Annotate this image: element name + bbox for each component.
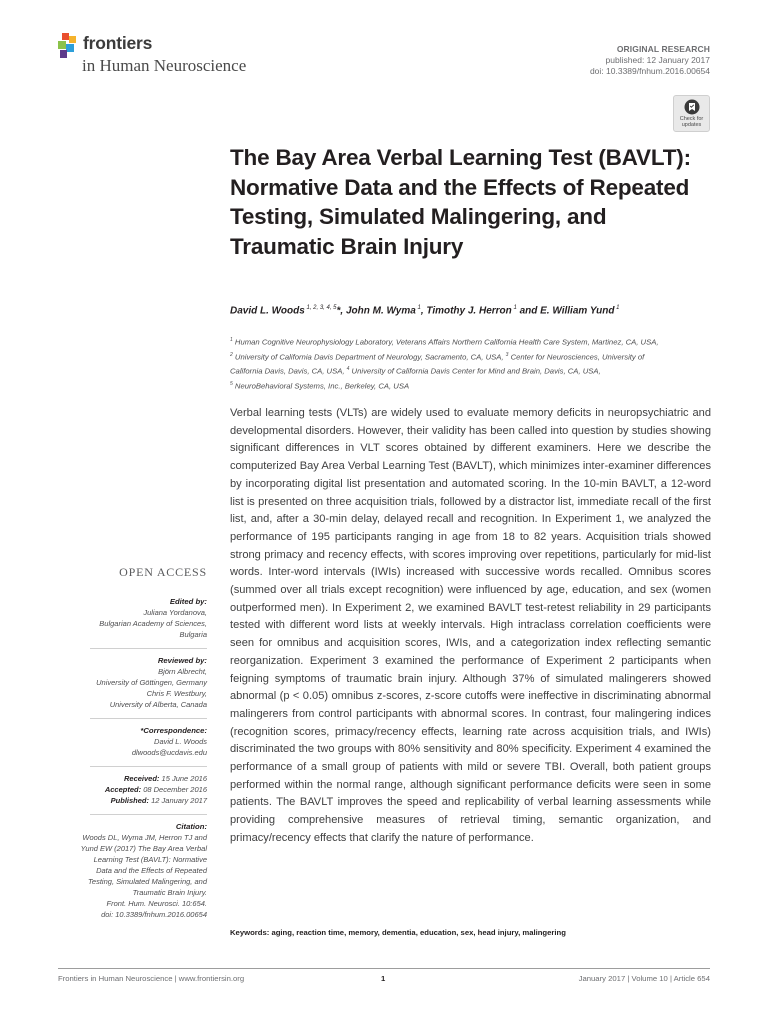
corresponding-mark: * — [336, 305, 341, 317]
affiliation-number: 5 — [230, 380, 233, 387]
published-date-sidebar — [50, 795, 207, 806]
keywords-label: Keywords: — [230, 928, 270, 937]
article-doi[interactable]: doi: 10.3389/fnhum.2016.00654 — [589, 66, 710, 76]
published-label: Published: — [110, 796, 150, 805]
article-sidebar — [50, 565, 207, 928]
reviewer-line: University of Alberta, Canada — [109, 700, 207, 709]
correspondence-label: *Correspondence: — [140, 726, 207, 735]
affiliation-number: 3 — [505, 351, 509, 358]
published-date: published: 12 January 2017 — [605, 55, 710, 65]
author-affiliation-marker: 1 — [511, 305, 517, 311]
article-title: The Bay Area Verbal Learning Test (BAVLT): Normative Data and the Effects of Repeated Testing, Simulated Malingering, and Traumatic Brain Injury — [230, 145, 691, 259]
footer-divider — [58, 968, 710, 969]
received-value: 15 June 2016 — [161, 774, 207, 783]
correspondent-name: David L. Woods — [154, 737, 207, 746]
footer-issue: January 2017 | Volume 10 | Article 654 — [578, 974, 710, 983]
received-date — [50, 773, 207, 784]
journal-name: in Human Neuroscience — [82, 56, 247, 75]
article-type: ORIGINAL RESEARCH — [616, 44, 710, 54]
divider — [90, 814, 207, 815]
citation-line: Front. Hum. Neurosci. 10:654. — [106, 899, 207, 908]
correspondent-email[interactable]: dlwoods@ucdavis.edu — [131, 748, 207, 757]
article-dates — [50, 773, 207, 806]
page-number: 1 — [381, 974, 386, 983]
abstract: Verbal learning tests (VLTs) are widely used to evaluate memory deficits in neuropsychiatric and developmental disorders. However, their validity has been called into question by studies showing significant differences in VLT scores obtained by different examiners. Here we describe the computerized Bay Area Verbal Learning Test (BAVLT), which minimizes inter-examiner differences by incorporating digital list presentation and automated scoring. In the 10-min BAVLT, a 12-word list is presented on three acquisition trials, followed by a distractor list, immediate recall of the first list, and, after a 30-min delay, delayed recall and recognition. In Experiment 1, we analyzed the performance of 195 participants ranging in age from 18 to 82 years. Acquisition trials showed strong primacy and recency effects, with scores improving over repetitions, particularly for mid-list words. Inter-word intervals (IWIs) increased with successive words recalled. Omnibus scores (summed over all trials except recognition) were influenced by age, education, and sex (women outperformed men). In Experiment 2, we examined BAVLT test-retest reliability in 29 participants tested with different word lists at weekly intervals. High intraclass correlation coefficients were seen for omnibus and acquisition scores, IWIs, and a categorization index reflecting semantic reorganization. Experiment 3 examined the performance of Experiment 2 participants when feigning symptoms of traumatic brain injury. Although 37% of simulated malingerers showed abnormal (p < 0.05) omnibus z-scores, z-score cutoffs were ineffective in discriminating abnormal malingerers from control participants with abnormal scores. In contrast, four malingering indices (recognition scores, primacy/recency effects, learning rate across acquisition trials, and IWIs) discriminated the two groups with 80% sensitivity and 80% specificity. Experiment 4 examined the performance of a small group of patients with mild or severe TBI. Overall, both patient groups performed within the normal range, although significant performance deficits were seen in some patients. The BAVLT improves the speed and replicability of verbal learning assessments while providing comprehensive measures of retrieval timing, semantic organization, and primacy/recency effects that clarify the nature of performance. — [230, 407, 711, 844]
brand-name: frontiers — [83, 33, 153, 53]
reviewed-by-label: Reviewed by: — [157, 656, 207, 665]
edited-by-label: Edited by: — [169, 597, 207, 606]
accepted-date — [50, 784, 207, 795]
affiliation-number: 1 — [230, 337, 233, 343]
accepted-label: Accepted: — [104, 785, 142, 794]
author-name[interactable]: E. William Yund — [540, 305, 615, 317]
affiliation-number: 2 — [230, 351, 233, 358]
citation-doi[interactable]: doi: 10.3389/fnhum.2016.00654 — [101, 910, 207, 919]
author-affiliation-marker: 1 — [614, 305, 620, 311]
reviewed-by — [50, 655, 207, 710]
divider — [90, 648, 207, 649]
correspondence — [50, 725, 207, 758]
open-access-label: OPEN ACCESS — [119, 565, 207, 579]
affiliation-line: $^1$ Human Cognitive Neurophysiology Laboratory, Veterans Affairs Northern California Health Care System, Martinez, CA, USA, — [230, 337, 659, 347]
author-affiliation-marker: 1, 2, 3, 4, 5 — [304, 305, 337, 311]
received-label: Received: — [124, 774, 160, 783]
footer-journal-link[interactable]: Frontiers in Human Neuroscience | www.frontiersin.org — [58, 974, 245, 983]
keywords — [230, 928, 712, 937]
author-affiliation-marker: 1 — [415, 305, 421, 311]
accepted-value: 08 December 2016 — [143, 785, 207, 794]
citation-line: Learning Test (BAVLT): Normative — [93, 855, 207, 864]
bookmark-check-icon — [684, 99, 700, 115]
affiliation-line: $^2$ University of California Davis Department of Neurology, Sacramento, CA, USA, $^3$ Center for Neurosciences, University of — [230, 351, 645, 362]
journal-logo[interactable] — [56, 32, 316, 82]
divider — [90, 718, 207, 719]
badge-label: Check for updates — [679, 116, 704, 128]
affiliation-number: 4 — [346, 366, 350, 373]
author-name[interactable]: David L. Woods — [230, 305, 305, 317]
affiliations — [230, 334, 712, 392]
editor-line: Bulgaria — [179, 630, 207, 639]
citation — [50, 821, 207, 920]
citation-line: Traumatic Brain Injury. — [132, 888, 207, 897]
reviewer-line: Björn Albrecht, — [158, 667, 207, 676]
article-meta — [590, 44, 710, 77]
reviewer-line: Chris F. Westbury, — [146, 689, 207, 698]
editor-line: Bulgarian Academy of Sciences, — [99, 619, 207, 628]
editor-line: Juliana Yordanova, — [143, 608, 207, 617]
keywords-list: aging, reaction time, memory, dementia, education, sex, head injury, malingering — [271, 928, 566, 937]
author-name[interactable]: Timothy J. Herron — [426, 305, 512, 317]
reviewer-line: University of Göttingen, Germany — [96, 678, 207, 687]
author-list: David L. Woods $^{1, 2, 3, 4, 5}$*, John M. Wyma $^1$, Timothy J. Herron $^1$ and E. William Yund $^1$ — [230, 305, 620, 317]
affiliation-line: $^5$ NeuroBehavioral Systems, Inc., Berkeley, CA, USA — [230, 380, 410, 391]
check-for-updates-badge[interactable] — [673, 95, 710, 132]
affiliation-line: California Davis, Davis, CA, USA, $^4$ University of California Davis Center for Mind and Brain, Davis, CA, USA, — [230, 366, 601, 376]
citation-line: Data and the Effects of Repeated — [96, 866, 207, 875]
citation-line: Woods DL, Wyma JM, Herron TJ and — [82, 833, 207, 842]
citation-label: Citation: — [175, 822, 207, 831]
edited-by — [50, 596, 207, 640]
divider — [90, 766, 207, 767]
frontiers-logo-icon — [56, 33, 80, 59]
published-value: 12 January 2017 — [151, 796, 207, 805]
author-name[interactable]: John M. Wyma — [345, 305, 416, 317]
citation-line: Testing, Simulated Malingering, and — [88, 877, 207, 886]
citation-line: Yund EW (2017) The Bay Area Verbal — [80, 844, 207, 853]
